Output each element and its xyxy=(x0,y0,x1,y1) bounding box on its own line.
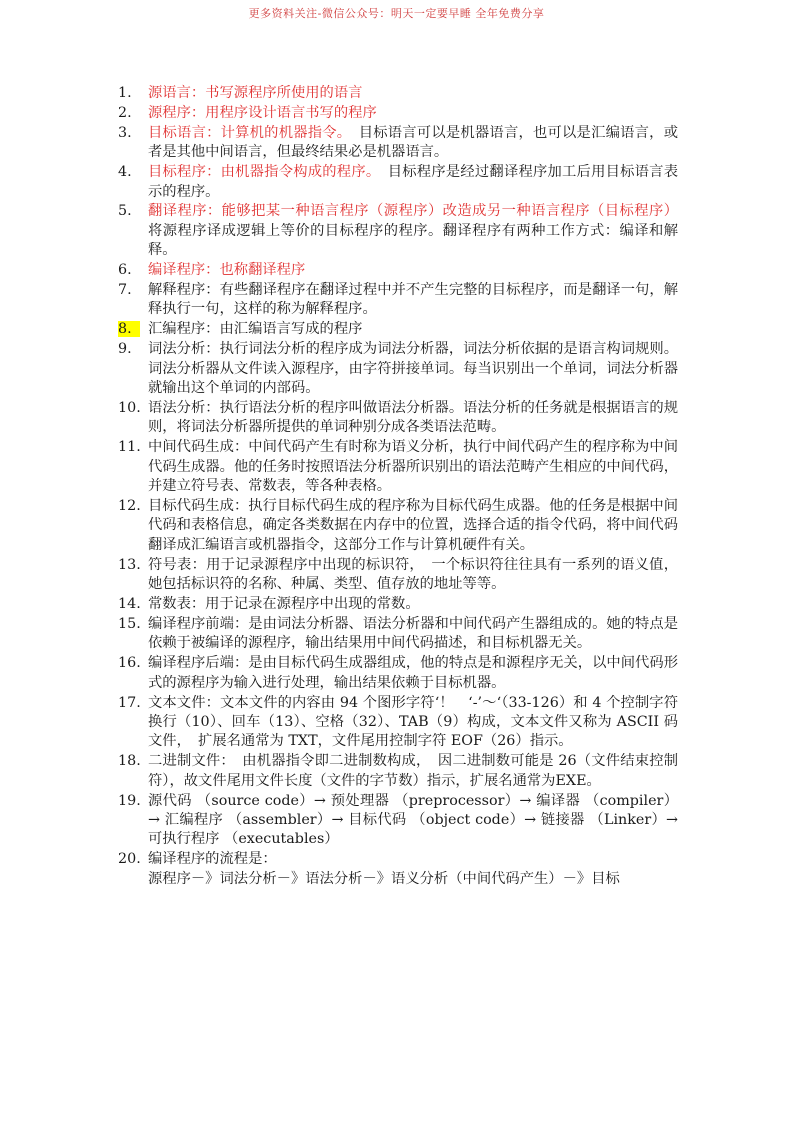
item-body xyxy=(148,124,678,163)
compile-flow-text: 源程序－》词法分析－》语法分析－》语义分析（中间代码产生）－》目标 xyxy=(148,870,620,887)
item-body: 文本文件：文本文件的内容由 94 个图形字符‘！ ‘-’～‘（33-126）和 4 个控制字符换行（10）、回车（13）、空格（32）、TAB（9）构成，文本文件又称为 ASCII 码文件， 扩展名通常为 TXT，文件尾用控制字符 EOF（26）指示。 xyxy=(148,694,678,750)
list-item xyxy=(118,438,678,496)
item-number: 18. xyxy=(118,753,141,770)
item-body: 汇编程序：由汇编语言写成的程序 xyxy=(148,321,363,338)
item-number: 19. xyxy=(118,792,141,809)
list-item xyxy=(118,202,678,260)
item-text: 目标程序是经过翻译程序加工后用目标语言表示的程序。 xyxy=(148,164,678,200)
item-body: 源代码 （source code）→ 预处理器 （preprocessor）→ 编译器 （compiler）→ 汇编程序 （assembler）→ 目标代码 （object code）→ 链接器 （Linker）→ 可执行程序 （executables） xyxy=(148,792,678,848)
item-number: 15. xyxy=(118,615,141,632)
item-number: 2. xyxy=(118,104,132,121)
item-body xyxy=(148,850,678,889)
term-definition-red: 目标程序：由机器指令构成的程序。 xyxy=(148,164,374,181)
item-number: 7. xyxy=(118,282,132,299)
term-definition-red: 源程序：用程序设计语言书写的程序 xyxy=(148,104,377,121)
item-number xyxy=(118,320,148,339)
list-item xyxy=(118,654,678,693)
item-body: 词法分析：执行词法分析的程序成为词法分析器，词法分析依据的是语言构词规则。词法分析器从文件读入源程序，由字符拼接单词。每当识别出一个单词，词法分析器就输出这个单词的内部码。 xyxy=(148,341,678,397)
item-body: 常数表：用于记录在源程序中出现的常数。 xyxy=(148,596,420,613)
list-item xyxy=(118,163,678,202)
list-item xyxy=(118,556,678,595)
item-body: 目标代码生成：执行目标代码生成的程序称为目标代码生成器。他的任务是根据中间代码和表格信息，确定各类数据在内存中的位置，选择合适的指令代码，将中间代码翻译成汇编语言或机器指令，这部分工作与计算机硬件有关。 xyxy=(148,498,678,553)
term-definition-red: 目标语言：计算机的机器指令。 xyxy=(148,124,345,141)
item-body: 语法分析：执行语法分析的程序叫做语法分析器。语法分析的任务就是根据语言的规则，将词法分析器所提供的单词种别分成各类语法范畴。 xyxy=(148,400,678,436)
list-item xyxy=(118,497,678,555)
item-body: 编译程序后端：是由目标代码生成器组成，他的特点是和源程序无关，以中间代码形式的源程序为输入进行处理，输出结果依赖于目标机器。 xyxy=(148,655,678,691)
item-number: 14. xyxy=(118,596,141,613)
item-body xyxy=(148,104,678,123)
item-text: 将源程序译成逻辑上等价的目标程序的程序。翻译程序有两种工作方式：编译和解释。 xyxy=(148,222,678,259)
item-body: 解释程序：有些翻译程序在翻译过程中并不产生完整的目标程序，而是翻译一句，解释执行一句，这样的称为解释程序。 xyxy=(148,282,678,318)
item-number: 10. xyxy=(118,400,141,416)
item-body: 符号表：用于记录源程序中出现的标识符， 一个标识符往往具有一系列的语义值，她包括标识符的名称、种属、类型、值存放的地址等等。 xyxy=(148,556,678,593)
page-header-banner: 更多资料关注-微信公众号：明天一定要早睡 全年免费分享 xyxy=(248,7,545,20)
list-item xyxy=(118,84,678,103)
item-body xyxy=(148,202,678,260)
item-body xyxy=(148,84,678,103)
item-number: 16. xyxy=(118,655,141,672)
term-definition-red: 翻译程序：能够把某一种语言程序（源程序）改造成另一种语言程序（目标程序） xyxy=(148,203,678,220)
term-definition-red: 编译程序：也称翻译程序 xyxy=(148,262,306,279)
list-item xyxy=(118,752,678,791)
list-item xyxy=(118,104,678,123)
item-number: 1. xyxy=(118,85,132,101)
item-body: 二进制文件： 由机器指令即二进制数构成， 因二进制数可能是 26（文件结束控制符），故文件尾用文件长度（文件的字节数）指示，扩展名通常为EXE。 xyxy=(148,753,678,789)
list-item xyxy=(118,615,678,654)
item-number: 6. xyxy=(118,262,132,279)
list-item xyxy=(118,694,678,752)
item-number: 12. xyxy=(118,498,141,515)
item-body xyxy=(148,163,678,202)
item-text: 目标语言可以是机器语言，也可以是汇编语言，或者是其他中间语言，但最终结果必是机器语言。 xyxy=(148,124,678,161)
item-body xyxy=(148,261,678,280)
list-item xyxy=(118,261,678,280)
yellow-highlight: 8. xyxy=(118,321,140,337)
list-item-highlighted xyxy=(118,320,678,339)
item-number: 9. xyxy=(118,341,132,358)
list-item xyxy=(118,399,678,438)
item-number: 20. xyxy=(118,851,141,868)
item-body: 编译程序前端：是由词法分析器、语法分析器和中间代码产生器组成的。她的特点是依赖于被编译的源程序，输出结果用中间代码描述，和目标机器无关。 xyxy=(148,615,678,652)
list-item xyxy=(118,124,678,163)
list-item xyxy=(118,340,678,398)
item-number: 4. xyxy=(118,164,132,181)
item-number: 13. xyxy=(118,556,141,573)
item-text: 编译程序的流程是： xyxy=(148,851,277,868)
definition-list xyxy=(118,84,678,890)
item-number: 17. xyxy=(118,694,141,711)
item-number: 11. xyxy=(118,439,141,456)
item-number: 5. xyxy=(118,203,132,220)
list-item xyxy=(118,850,678,889)
item-body: 中间代码生成：中间代码产生有时称为语义分析，执行中间代码产生的程序称为中间代码生成器。他的任务时按照语法分析器所识别出的语法范畴产生相应的中间代码，并建立符号表、常数表，等各种表格。 xyxy=(148,439,678,495)
list-item xyxy=(118,595,678,614)
list-item xyxy=(118,792,678,850)
item-number: 3. xyxy=(118,124,132,141)
term-definition-red: 源语言：书写源程序所使用的语言 xyxy=(148,85,363,101)
list-item xyxy=(118,281,678,320)
